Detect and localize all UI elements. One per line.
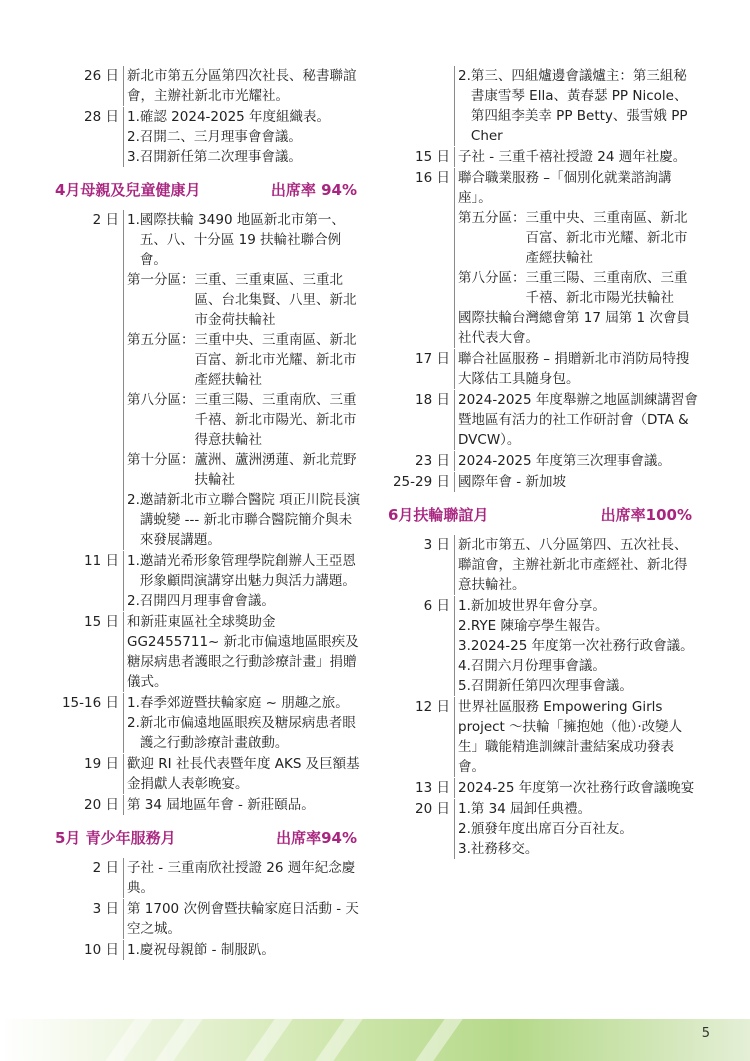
item-text: 世界社區服務 Empowering Girls project ～扶輪「擁抱她（他）‧改變人生」職能精進訓練計畫結案成功發表會。 (458, 699, 683, 775)
item-number: 4. (458, 658, 471, 674)
item-text: 召開六月份理事會議。 (470, 658, 606, 674)
item-number: 1. (127, 942, 140, 958)
entry-content (454, 778, 700, 798)
district-label: 第十分區： (127, 452, 195, 468)
entry-item (127, 940, 365, 960)
entry-item (127, 107, 365, 127)
calendar-entry (55, 551, 365, 611)
district-label: 第五分區： (458, 210, 526, 226)
item-text: 2024-25 年度第一次社務行政會議晚宴 (458, 780, 695, 796)
item-number: 3. (458, 841, 471, 857)
entry-date: 19 日 (84, 756, 119, 772)
entry-item (458, 839, 700, 859)
entry-text (458, 535, 700, 595)
right-column (388, 66, 700, 860)
item-number: 2. (127, 129, 140, 145)
item-number: 2. (127, 715, 140, 731)
entry-date: 20 日 (415, 801, 450, 817)
entry-content (123, 210, 365, 550)
entry-content (454, 168, 700, 348)
entry-date: 20 日 (84, 797, 119, 813)
calendar-entry (55, 754, 365, 794)
entry-item (458, 819, 700, 839)
calendar-entry (388, 451, 700, 471)
entry-item (458, 616, 700, 636)
entry-item (127, 490, 365, 550)
entry-date: 23 日 (415, 453, 450, 469)
calendar-entry (55, 66, 365, 106)
item-text: 第三、四組爐邊會議爐主：第三組秘書康雪琴 Ella、黃春瑟 PP Nicole、第四組李美幸 PP Betty、張雪娥 PP Cher (470, 68, 688, 144)
entry-item (127, 713, 365, 753)
item-text: 春季郊遊暨扶輪家庭 ~ 朋趣之旅。 (139, 695, 349, 711)
calendar-entry (55, 795, 365, 815)
attendance-rate: 出席率100% (600, 506, 692, 524)
calendar-entry (388, 697, 700, 777)
entry-content (123, 66, 365, 106)
item-text: 召開二、三月理事會會議。 (139, 129, 302, 145)
entry-item (458, 66, 700, 146)
calendar-entry (388, 390, 700, 450)
entry-text (127, 612, 365, 692)
item-text: 邀請新北市立聯合醫院 項正川院長演講蛻變 --- 新北市聯合醫院簡介與未來發展講題。 (139, 492, 361, 548)
entry-date: 12 日 (415, 699, 450, 715)
item-number: 3. (127, 149, 140, 165)
item-number: 2. (458, 618, 471, 634)
entry-item (127, 591, 365, 611)
entry-date: 16 日 (415, 170, 450, 186)
calendar-entry (388, 799, 700, 859)
district-label: 第八分區： (458, 270, 526, 286)
calendar-entry (388, 596, 700, 696)
item-number: 1. (458, 598, 471, 614)
district-clubs: 三重、三重東區、三重北區、台北集賢、八里、新北市金荷扶輪社 (194, 272, 357, 328)
entry-date: 17 日 (415, 351, 450, 367)
entry-item (458, 596, 700, 616)
item-text: 新北市偏遠地區眼疾及糖尿病患者眼護之行動診療計畫啟動。 (139, 715, 356, 751)
calendar-entry (388, 349, 700, 389)
item-text: 新北市第五分區第四次社長、秘書聯誼會，主辦社新北市光耀社。 (127, 68, 357, 104)
entry-date: 18 日 (415, 392, 450, 408)
entry-date: 3 日 (92, 901, 119, 917)
section-title: 6月扶輪聯誼月 (388, 506, 489, 524)
district-row (458, 208, 700, 268)
entry-content (123, 693, 365, 753)
calendar-entry (55, 940, 365, 960)
item-text: 子社 - 三重南欣社授證 26 週年紀念慶典。 (127, 860, 356, 896)
entry-date: 15 日 (84, 614, 119, 630)
entry-content (454, 390, 700, 450)
calendar-entry (55, 899, 365, 939)
item-text: 和新莊東區社全球獎助金GG2455711~ 新北市偏遠地區眼疾及糖尿病患者護眼之行動診療計畫」捐贈儀式。 (127, 614, 359, 690)
district-label: 第八分區： (127, 392, 195, 408)
entry-text (127, 899, 365, 939)
entry-item (127, 147, 365, 167)
entry-text (458, 308, 700, 348)
item-text: 2024-25 年度第一次社務行政會議。 (470, 638, 694, 654)
left-column (55, 66, 365, 961)
entry-text (458, 349, 700, 389)
item-text: 頒發年度出席百分百社友。 (470, 821, 633, 837)
section-heading (55, 827, 365, 848)
entry-item (458, 656, 700, 676)
entry-content (123, 612, 365, 692)
entry-content (454, 472, 700, 492)
entry-content (123, 551, 365, 611)
calendar-entry (388, 778, 700, 798)
entry-text (458, 451, 700, 471)
entry-content (123, 107, 365, 167)
item-number: 2. (127, 492, 140, 508)
calendar-entry (55, 612, 365, 692)
item-number: 1. (127, 212, 140, 228)
entry-date: 3 日 (423, 537, 450, 553)
calendar-entry (388, 535, 700, 595)
entry-content (123, 940, 365, 960)
item-text: 新北市第五、八分區第四、五次社長、聯誼會，主辦社新北市產經社、新北得意扶輪社。 (458, 537, 688, 593)
item-text: 慶祝母親節 - 制服趴。 (139, 942, 275, 958)
calendar-entry (55, 693, 365, 753)
district-row (127, 450, 365, 490)
entry-content (454, 349, 700, 389)
item-text: RYE 陳瑜亭學生報告。 (470, 618, 609, 634)
entry-content (123, 754, 365, 794)
calendar-entry (55, 210, 365, 550)
item-text: 社務移交。 (470, 841, 539, 857)
district-row (127, 390, 365, 450)
calendar-entry (55, 107, 365, 167)
entry-item (458, 676, 700, 696)
section-heading (55, 179, 365, 200)
item-number: 2. (458, 68, 471, 84)
entry-content (454, 535, 700, 595)
entry-date: 26 日 (84, 68, 119, 84)
item-text: 召開四月理事會會議。 (139, 593, 275, 609)
district-label: 第五分區： (127, 332, 195, 348)
section-title: 5月 青少年服務月 (55, 829, 176, 847)
item-text: 子社 - 三重千禧社授證 24 週年社慶。 (458, 149, 687, 165)
entry-item (458, 636, 700, 656)
entry-item (127, 693, 365, 713)
item-number: 1. (127, 695, 140, 711)
entry-content (454, 66, 700, 146)
entry-content (123, 795, 365, 815)
district-clubs: 三重中央、三重南區、新北百富、新北市光耀、新北市產經扶輪社 (525, 210, 688, 266)
entry-date: 10 日 (84, 942, 119, 958)
entry-date: 15 日 (415, 149, 450, 165)
entry-content (454, 799, 700, 859)
entry-date: 25-29 日 (392, 474, 450, 490)
entry-text (458, 390, 700, 450)
entry-content (123, 899, 365, 939)
item-number: 1. (127, 553, 140, 569)
entry-content (454, 697, 700, 777)
entry-text (458, 147, 700, 167)
entry-content (454, 147, 700, 167)
district-row (458, 268, 700, 308)
entry-content (123, 858, 365, 898)
calendar-entry (388, 168, 700, 348)
item-text: 2024-2025 年度舉辦之地區訓練講習會暨地區有活力的社工作研討會（DTA & DVCW）。 (458, 392, 698, 448)
entry-item (127, 551, 365, 591)
item-text: 第 34 屆卸任典禮。 (470, 801, 592, 817)
entry-item (127, 210, 365, 270)
district-row (127, 330, 365, 390)
entry-date: 11 日 (84, 553, 119, 569)
entry-date: 28 日 (84, 109, 119, 125)
calendar-entry (388, 472, 700, 492)
entry-content (454, 451, 700, 471)
attendance-rate: 出席率94% (276, 829, 357, 847)
calendar-entry (55, 858, 365, 898)
item-text: 歡迎 RI 社長代表暨年度 AKS 及巨額基金捐獻人表彰晚宴。 (127, 756, 360, 792)
calendar-entry (388, 147, 700, 167)
item-text: 邀請光希形象管理學院創辦人王亞恩形象顧問演講穿出魅力與活力講題。 (139, 553, 356, 589)
item-number: 3. (458, 638, 471, 654)
entry-date: 2 日 (92, 212, 119, 228)
entry-item (458, 799, 700, 819)
item-number: 1. (458, 801, 471, 817)
entry-item (127, 127, 365, 147)
item-number: 2. (127, 593, 140, 609)
item-number: 1. (127, 109, 140, 125)
entry-date: 13 日 (415, 780, 450, 796)
district-row (127, 270, 365, 330)
entry-text (458, 472, 700, 492)
item-number: 2. (458, 821, 471, 837)
section-heading (388, 504, 700, 525)
item-number: 5. (458, 678, 471, 694)
item-text: 第 34 屆地區年會 - 新莊頤品。 (127, 797, 315, 813)
item-text: 新加坡世界年會分享。 (470, 598, 606, 614)
item-text: 召開新任第四次理事會議。 (470, 678, 633, 694)
item-text: 國際扶輪台灣總會第 17 屆第 1 次會員社代表大會。 (458, 310, 690, 346)
item-text: 召開新任第二次理事會議。 (139, 149, 302, 165)
entry-date: 15-16 日 (61, 695, 119, 711)
entry-text (127, 66, 365, 106)
attendance-rate: 出席率 94% (270, 181, 357, 199)
entry-date: 2 日 (92, 860, 119, 876)
entry-text (127, 858, 365, 898)
calendar-entry (388, 66, 700, 146)
entry-text (458, 168, 700, 208)
district-clubs: 三重三陽、三重南欣、三重千禧、新北市陽光扶輪社 (525, 270, 688, 306)
district-clubs: 蘆洲、蘆洲湧蓮、新北荒野扶輪社 (194, 452, 357, 488)
item-text: 聯合社區服務 – 捐贈新北市消防局特搜大隊估工具隨身包。 (458, 351, 690, 387)
entry-text (127, 754, 365, 794)
entry-text (458, 778, 700, 798)
district-clubs: 三重中央、三重南區、新北百富、新北市光耀、新北市產經扶輪社 (194, 332, 357, 388)
section-title: 4月母親及兒童健康月 (55, 181, 201, 199)
entry-content (454, 596, 700, 696)
item-text: 國際年會 - 新加坡 (458, 474, 566, 490)
entry-date: 6 日 (423, 598, 450, 614)
footer-band (0, 1019, 750, 1061)
district-label: 第一分區： (127, 272, 195, 288)
page-number: 5 (701, 1026, 710, 1041)
item-text: 第 1700 次例會暨扶輪家庭日活動 - 天空之城。 (127, 901, 359, 937)
item-text: 聯合職業服務 –「個別化就業諮詢講座」。 (458, 170, 672, 206)
item-text: 確認 2024-2025 年度組織表。 (139, 109, 331, 125)
entry-text (458, 697, 700, 777)
district-clubs: 三重三陽、三重南欣、三重千禧、新北市陽光、新北市得意扶輪社 (194, 392, 357, 448)
item-text: 2024-2025 年度第三次理事會議。 (458, 453, 671, 469)
item-text: 國際扶輪 3490 地區新北市第一、五、八、十分區 19 扶輪社聯合例會。 (139, 212, 345, 268)
entry-text (127, 795, 365, 815)
